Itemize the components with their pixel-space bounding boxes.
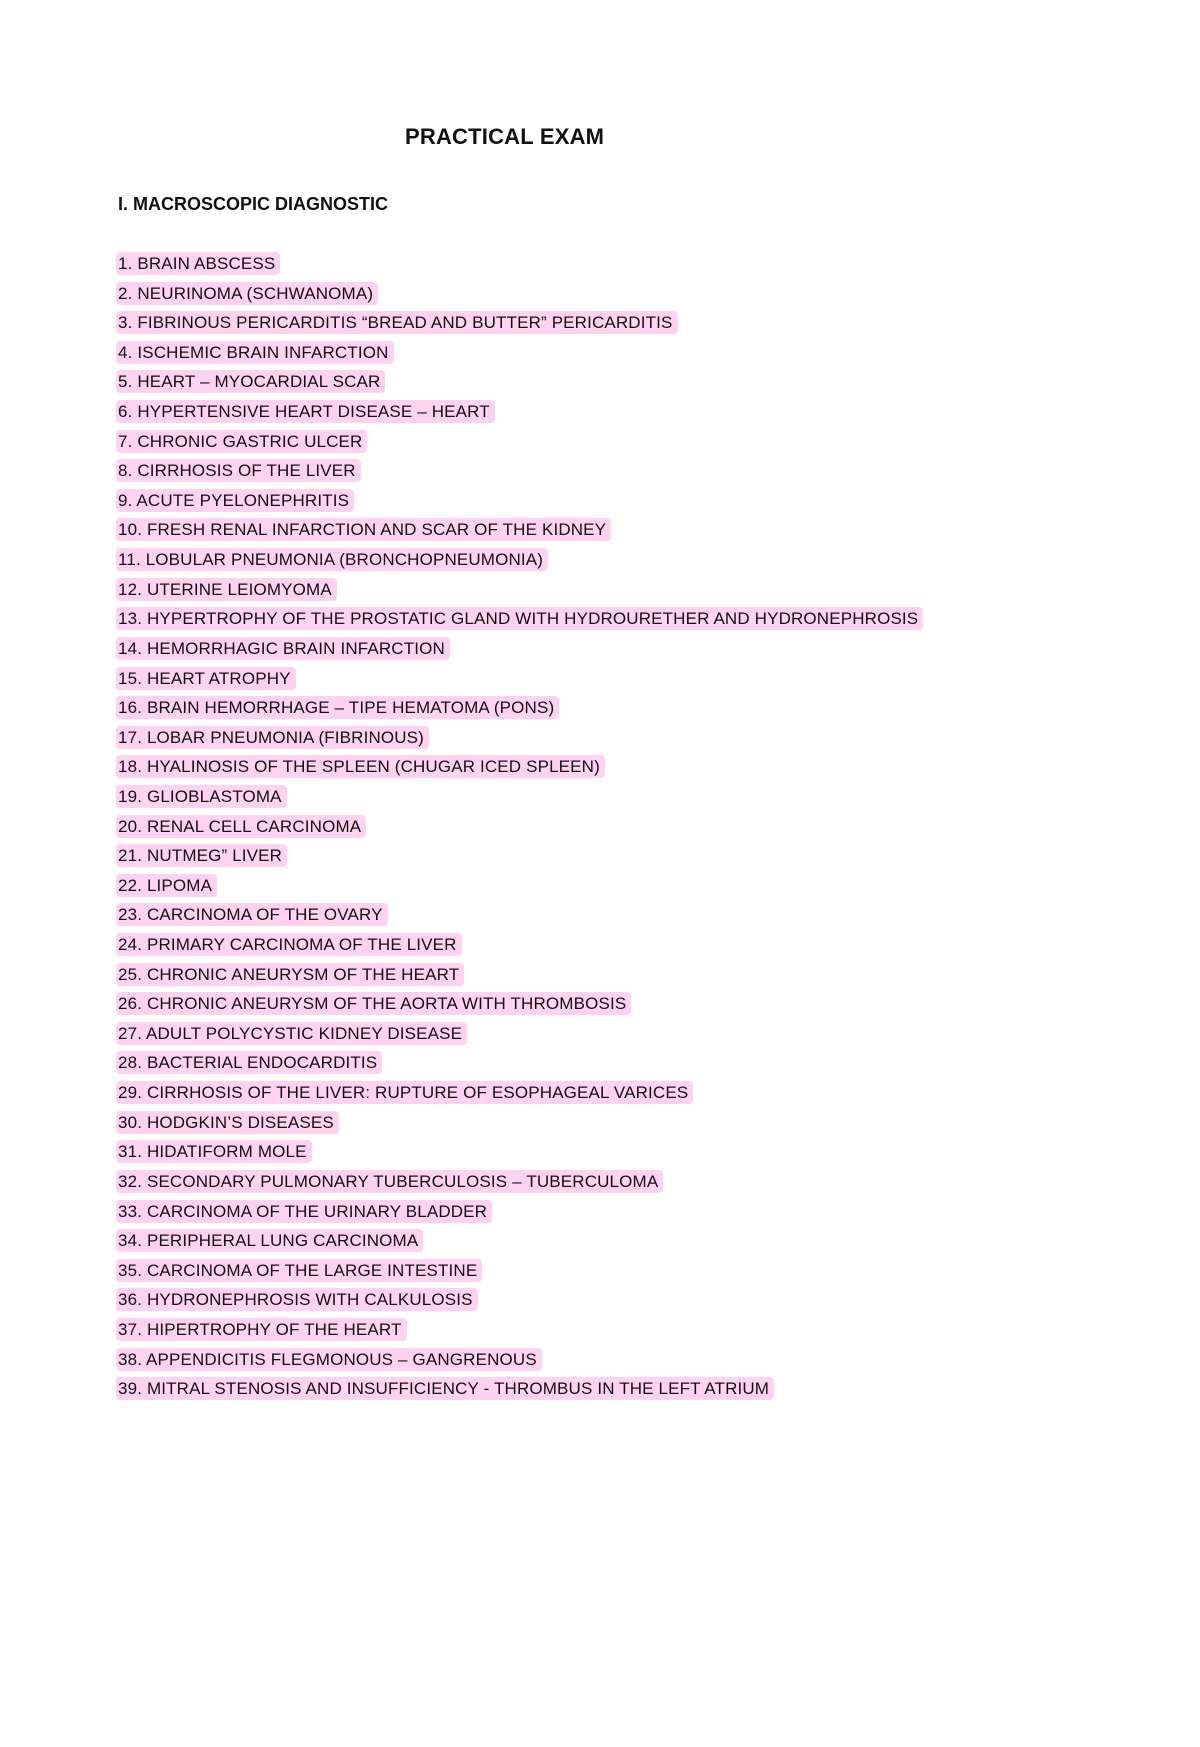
- list-item: [116, 960, 923, 990]
- highlighted-item-text: 16. BRAIN HEMORRHAGE – TIPE HEMATOMA (PONS): [116, 696, 559, 719]
- highlighted-item-text: 13. HYPERTROPHY OF THE PROSTATIC GLAND WITH HYDROURETHER AND HYDRONEPHROSIS: [116, 607, 923, 630]
- highlighted-item-text: 19. GLIOBLASTOMA: [116, 785, 287, 808]
- list-item: [116, 1374, 923, 1404]
- list-item: [116, 397, 923, 427]
- list-item: [116, 427, 923, 457]
- highlighted-item-text: 38. APPENDICITIS FLEGMONOUS – GANGRENOUS: [116, 1348, 542, 1371]
- highlighted-item-text: 14. HEMORRHAGIC BRAIN INFARCTION: [116, 637, 450, 660]
- highlighted-item-text: 10. FRESH RENAL INFARCTION AND SCAR OF THE KIDNEY: [116, 518, 611, 541]
- highlighted-item-text: 12. UTERINE LEIOMYOMA: [116, 578, 337, 601]
- highlighted-item-text: 11. LOBULAR PNEUMONIA (BRONCHOPNEUMONIA): [116, 548, 548, 571]
- highlighted-item-text: 35. CARCINOMA OF THE LARGE INTESTINE: [116, 1259, 482, 1282]
- highlighted-item-text: 26. CHRONIC ANEURYSM OF THE AORTA WITH THROMBOSIS: [116, 992, 631, 1015]
- highlighted-item-text: 17. LOBAR PNEUMONIA (FIBRINOUS): [116, 726, 429, 749]
- list-item: [116, 1256, 923, 1286]
- list-item: [116, 367, 923, 397]
- list-item: [116, 249, 923, 279]
- diagnostic-list: [116, 249, 923, 1404]
- highlighted-item-text: 4. ISCHEMIC BRAIN INFARCTION: [116, 341, 394, 364]
- highlighted-item-text: 20. RENAL CELL CARCINOMA: [116, 815, 366, 838]
- highlighted-item-text: 22. LIPOMA: [116, 874, 217, 897]
- highlighted-item-text: 28. BACTERIAL ENDOCARDITIS: [116, 1051, 382, 1074]
- list-item: [116, 664, 923, 694]
- list-item: [116, 841, 923, 871]
- list-item: [116, 604, 923, 634]
- highlighted-item-text: 30. HODGKIN’S DISEASES: [116, 1111, 339, 1134]
- highlighted-item-text: 27. ADULT POLYCYSTIC KIDNEY DISEASE: [116, 1022, 467, 1045]
- highlighted-item-text: 18. HYALINOSIS OF THE SPLEEN (CHUGAR ICED SPLEEN): [116, 755, 605, 778]
- list-item: [116, 515, 923, 545]
- list-item: [116, 1285, 923, 1315]
- highlighted-item-text: 31. HIDATIFORM MOLE: [116, 1140, 312, 1163]
- list-item: [116, 693, 923, 723]
- highlighted-item-text: 8. CIRRHOSIS OF THE LIVER: [116, 459, 361, 482]
- highlighted-item-text: 21. NUTMEG” LIVER: [116, 844, 287, 867]
- list-item: [116, 338, 923, 368]
- list-item: [116, 1137, 923, 1167]
- highlighted-item-text: 7. CHRONIC GASTRIC ULCER: [116, 430, 367, 453]
- list-item: [116, 900, 923, 930]
- list-item: [116, 1019, 923, 1049]
- list-item: [116, 930, 923, 960]
- highlighted-item-text: 6. HYPERTENSIVE HEART DISEASE – HEART: [116, 400, 495, 423]
- highlighted-item-text: 25. CHRONIC ANEURYSM OF THE HEART: [116, 963, 464, 986]
- list-item: [116, 279, 923, 309]
- list-item: [116, 575, 923, 605]
- list-item: [116, 545, 923, 575]
- list-item: [116, 308, 923, 338]
- section-heading: I. MACROSCOPIC DIAGNOSTIC: [118, 194, 389, 214]
- list-item: [116, 486, 923, 516]
- highlighted-item-text: 5. HEART – MYOCARDIAL SCAR: [116, 370, 385, 393]
- document-title: PRACTICAL EXAM: [405, 124, 605, 149]
- highlighted-item-text: 29. CIRRHOSIS OF THE LIVER: RUPTURE OF ESOPHAGEAL VARICES: [116, 1081, 693, 1104]
- list-item: [116, 1315, 923, 1345]
- list-item: [116, 1226, 923, 1256]
- list-item: [116, 1048, 923, 1078]
- highlighted-item-text: 34. PERIPHERAL LUNG CARCINOMA: [116, 1229, 423, 1252]
- list-item: [116, 871, 923, 901]
- highlighted-item-text: 23. CARCINOMA OF THE OVARY: [116, 903, 388, 926]
- highlighted-item-text: 2. NEURINOMA (SCHWANOMA): [116, 282, 378, 305]
- list-item: [116, 723, 923, 753]
- highlighted-item-text: 1. BRAIN ABSCESS: [116, 252, 280, 275]
- highlighted-item-text: 9. ACUTE PYELONEPHRITIS: [116, 489, 354, 512]
- highlighted-item-text: 3. FIBRINOUS PERICARDITIS “BREAD AND BUTTER” PERICARDITIS: [116, 311, 678, 334]
- highlighted-item-text: 24. PRIMARY CARCINOMA OF THE LIVER: [116, 933, 462, 956]
- highlighted-item-text: 32. SECONDARY PULMONARY TUBERCULOSIS – TUBERCULOMA: [116, 1170, 663, 1193]
- list-item: [116, 1167, 923, 1197]
- list-item: [116, 1108, 923, 1138]
- list-item: [116, 1078, 923, 1108]
- list-item: [116, 1197, 923, 1227]
- highlighted-item-text: 33. CARCINOMA OF THE URINARY BLADDER: [116, 1200, 492, 1223]
- list-item: [116, 634, 923, 664]
- list-item: [116, 456, 923, 486]
- list-item: [116, 782, 923, 812]
- list-item: [116, 1345, 923, 1375]
- list-item: [116, 812, 923, 842]
- list-item: [116, 989, 923, 1019]
- highlighted-item-text: 39. MITRAL STENOSIS AND INSUFFICIENCY - THROMBUS IN THE LEFT ATRIUM: [116, 1377, 774, 1400]
- highlighted-item-text: 15. HEART ATROPHY: [116, 667, 296, 690]
- highlighted-item-text: 36. HYDRONEPHROSIS WITH CALKULOSIS: [116, 1288, 478, 1311]
- highlighted-item-text: 37. HIPERTROPHY OF THE HEART: [116, 1318, 407, 1341]
- list-item: [116, 752, 923, 782]
